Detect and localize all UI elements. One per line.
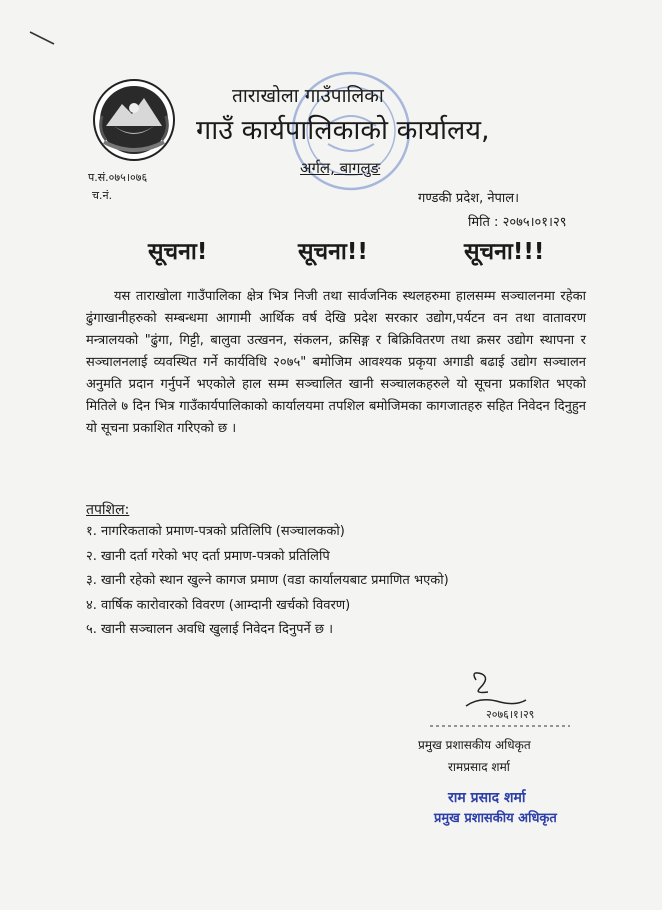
nepal-emblem-icon [92, 78, 176, 162]
notice-title-2: सूचना!! [298, 239, 368, 265]
province-line: गण्डकी प्रदेश, नेपाल। [418, 191, 520, 206]
notice-body: यस ताराखोला गाउँपालिका क्षेत्र भित्र निजी तथा सार्वजनिक स्थलहरुमा हालसम्म सञ्चालनमा रहेका ढुंगाखानीहरुको सम्बन्धमा आगामी आर्थिक वर्ष देखि प्रदेश सरकार उद्योग,पर्यटन वन तथा वातावरण मन्त्रालयको "ढुंगा, गिट्टी, बालुवा उत्खनन, संकलन, क्रसिङ्ग र बिक्रिवितरण तथा क्रसर उद्योग स्थापना र सञ्चालनलाई व्यवस्थित गर्ने कार्यविधि २०७५" बमोजिम आवश्यक प्रकृया अगाडी बढाई उद्योग सञ्चालन अनुमति प्रदान गर्नुपर्ने भएकोले हाल सम्म सञ्चालित खानी सञ्चालकहरुले यो सूचना प्रकाशित भएको मितिले ७ दिन भित्र गाउँकार्यपालिकाको कार्यालयमा तपशिल बमोजिमका कागजातहरु सहित निवेदन दिनुहुन यो सूचना प्रकाशित गरिएको छ । [86, 289, 586, 436]
dispatch-number: च.नं. [92, 189, 113, 202]
stamp-name: राम प्रसाद शर्मा [448, 790, 526, 806]
list-item: २. खानी दर्ता गरेको भए दर्ता प्रमाण-पत्रको प्रतिलिपि [86, 548, 330, 564]
list-item: १. नागरिकताको प्रमाण-पत्रको प्रतिलिपि (सञ्चालकको) [86, 524, 345, 539]
pen-stroke-mark [28, 30, 56, 46]
office-location: अर्गल, बागलुङ [300, 159, 381, 177]
list-item: ४. वार्षिक कारोवारको विवरण (आम्दानी खर्चको विवरण) [86, 597, 351, 613]
svg-text:२०७६।१।२९: २०७६।१।२९ [486, 708, 535, 721]
stamp-title: प्रमुख प्रशासकीय अधिकृत [434, 811, 557, 826]
notice-title-3: सूचना!!! [464, 239, 545, 265]
date-line: मिति : २०७५।०१।२९ [468, 215, 567, 230]
reference-number: प.सं.०७५।०७६ [88, 171, 148, 184]
handwritten-signature [430, 666, 570, 732]
signatory-title: प्रमुख प्रशासकीय अधिकृत [418, 738, 531, 752]
office-name: गाउँ कार्यपालिकाको कार्यालय, [196, 115, 490, 146]
details-list [86, 520, 449, 643]
municipality-name: ताराखोला गाउँपालिका [232, 85, 384, 107]
notice-title-1: सूचना! [148, 239, 208, 265]
details-heading: तपशिल: [86, 502, 130, 518]
list-item: ५. खानी सञ्चालन अवधि खुलाई निवेदन दिनुपर्ने छ । [86, 622, 334, 637]
signatory-name: रामप्रसाद शर्मा [448, 760, 510, 774]
list-item: ३. खानी रहेको स्थान खुल्ने कागज प्रमाण (वडा कार्यालयबाट प्रमाणित भएको) [86, 573, 449, 588]
